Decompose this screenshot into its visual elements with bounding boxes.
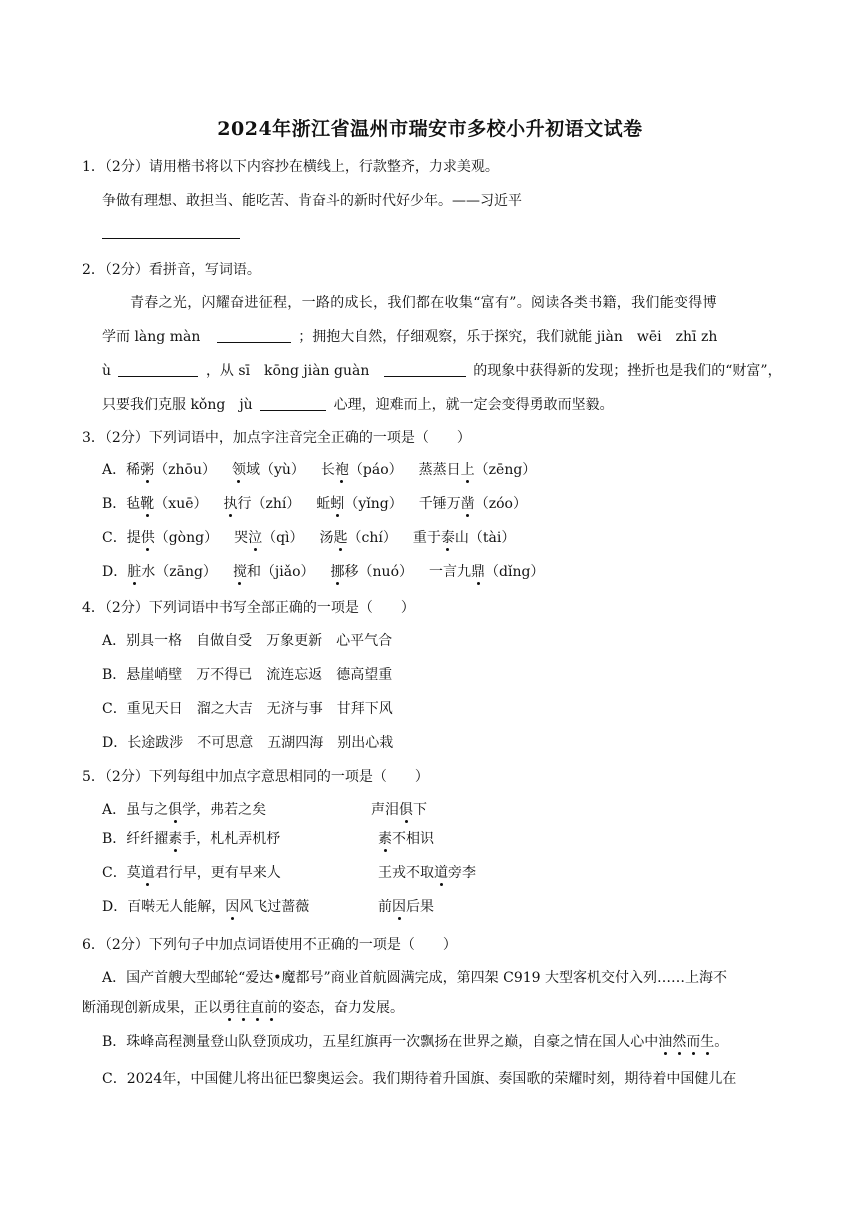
q5-stem: 5．（2分）下列每组中加点字意思相同的一项是（ ）	[82, 769, 429, 785]
q3-option-b[interactable]: B．毡靴（xuē） 执行（zhí） 蚯蚓（yǐng） 千锤万凿（zóo）	[102, 496, 527, 512]
q6-option-a-line-2[interactable]: 断涌现创新成果，正以勇往直前的姿态，奋力发展。	[82, 1000, 404, 1016]
q2-blank-1[interactable]	[217, 328, 291, 343]
q3-option-c[interactable]: C．提供（gòng） 哭泣（qì） 汤匙（chí） 重于泰山（tài）	[102, 530, 516, 546]
q4-option-c[interactable]: C．重见天日 溜之大吉 无济与事 甘拜下风	[102, 701, 393, 717]
q5-option-c-compare: 王戎不取道旁李	[378, 865, 476, 881]
q5-option-b-compare: 素不相识	[378, 831, 434, 847]
q5-option-d-compare: 前因后果	[378, 899, 434, 915]
q2-blank-4[interactable]	[260, 396, 326, 411]
q2-passage-line-1: 青春之光，闪耀奋进征程，一路的成长，我们都在收集“富有”。阅读各类书籍，我们能变得博	[130, 295, 717, 311]
q4-option-d[interactable]: D．长途跋涉 不可思意 五湖四海 别出心栽	[102, 735, 394, 751]
q6-option-a-line-1[interactable]: A．国产首艘大型邮轮“爱达•魔都号”商业首航圆满完成，第四架 C919 大型客机交付入列……上海不	[102, 970, 728, 986]
q5-option-a-compare: 声泪俱下	[371, 802, 427, 818]
q6-dotted-phrase-b: 油然而生	[658, 1034, 715, 1050]
q2-passage-line-3	[102, 360, 782, 380]
q2-text-3c: 的现象中获得新的发现；挫折也是我们的“财富”，	[473, 363, 782, 379]
q2-blank-3[interactable]	[384, 362, 466, 377]
q2-text-2b: ；拥抱大自然，仔细观察，乐于探究，我们就能 jiàn wēi zhī zh	[298, 329, 718, 345]
q2-passage-line-2	[102, 326, 717, 346]
q2-stem: 2．（2分）看拼音，写词语。	[82, 262, 261, 278]
q3-stem: 3．（2分）下列词语中，加点字注音完全正确的一项是（ ）	[82, 430, 471, 446]
q3-option-d[interactable]: D．脏水（zāng） 搅和（jiǎo） 挪移（nuó） 一言九鼎（dǐng）	[102, 564, 545, 580]
q6-option-b[interactable]: B．珠峰高程测量登山队登顶成功，五星红旗再一次飘扬在世界之巅，自豪之情在国人心中油然而生。	[102, 1034, 729, 1050]
q2-pinyin-langman: 学而 làng màn	[102, 329, 201, 345]
q2-pinyin-kongju: 只要我们克服 kǒng jù	[102, 397, 253, 413]
q4-option-b[interactable]: B．悬崖峭壁 万不得已 流连忘返 德高望重	[102, 667, 393, 683]
q4-stem: 4．（2分）下列词语中书写全部正确的一项是（ ）	[82, 600, 415, 616]
q5-option-b[interactable]: B．纤纤擢素手，札札弄机杼	[102, 831, 281, 847]
q6-dotted-phrase-a: 勇往直前	[222, 1000, 278, 1016]
q5-option-a[interactable]: A．虽与之俱学，弗若之矣	[102, 802, 267, 818]
q5-option-c[interactable]: C．莫道君行早，更有早来人	[102, 865, 281, 881]
q1-answer-line[interactable]	[102, 238, 240, 239]
q1-quote: 争做有理想、敢担当、能吃苦、肯奋斗的新时代好少年。——习近平	[102, 193, 522, 209]
q2-text-4b: 心理，迎难而上，就一定会变得勇敢而坚毅。	[333, 397, 614, 413]
q2-pinyin-sikong: ，从 sī kōng jiàn guàn	[205, 363, 370, 379]
q2-blank-2[interactable]	[118, 362, 198, 377]
q3-option-a[interactable]: A．稀粥（zhōu） 领域（yù） 长袍（páo） 蒸蒸日上（zēng）	[102, 462, 537, 478]
exam-title: 2024年浙江省温州市瑞安市多校小升初语文试卷	[217, 118, 643, 140]
q6-option-c[interactable]: C．2024年，中国健儿将出征巴黎奥运会。我们期待着升国旗、奏国歌的荣耀时刻，期待着中国健儿在	[102, 1071, 737, 1087]
q2-passage-line-4	[102, 394, 614, 414]
q6-stem: 6．（2分）下列句子中加点词语使用不正确的一项是（ ）	[82, 937, 457, 953]
q2-pinyin-u: ù	[102, 363, 112, 379]
q4-option-a[interactable]: A．别具一格 自做自受 万象更新 心平气合	[102, 633, 393, 649]
q5-option-d[interactable]: D．百啭无人能解，因风飞过蔷薇	[102, 899, 310, 915]
q1-stem: 1．（2分）请用楷书将以下内容抄在横线上，行款整齐，力求美观。	[82, 159, 499, 175]
